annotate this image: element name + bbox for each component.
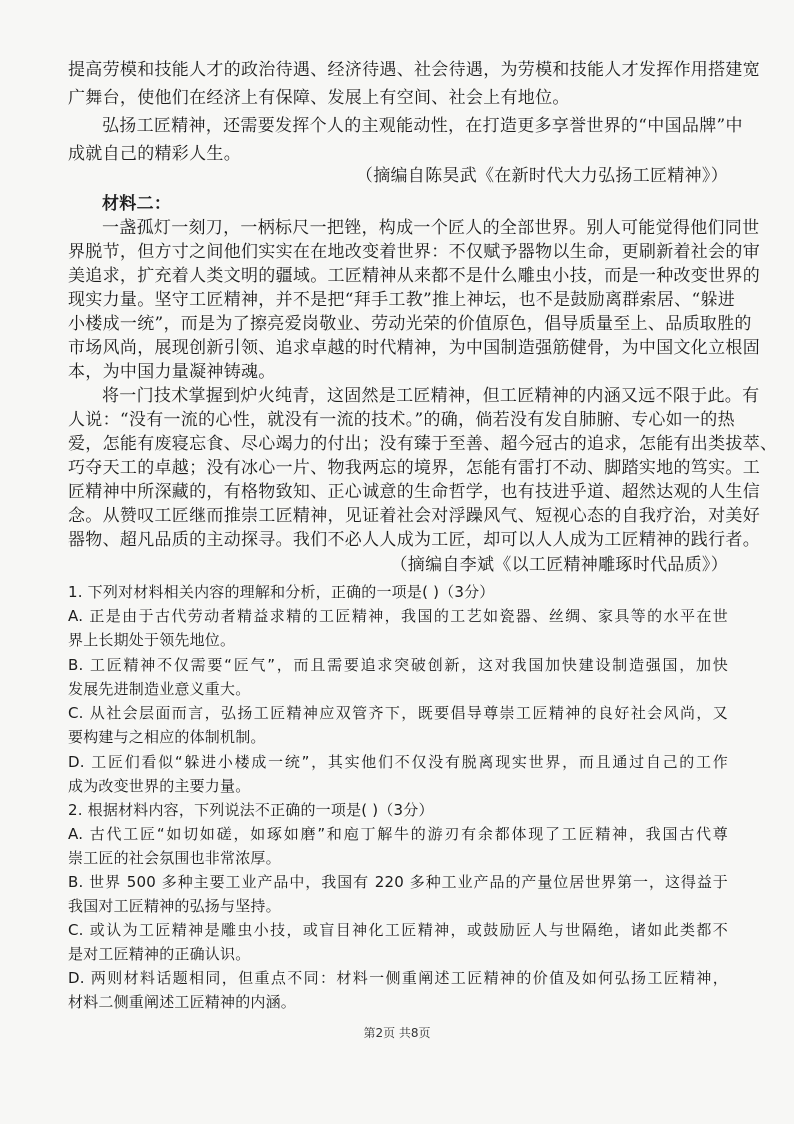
text-line: 巧夺天工的卓越；没有冰心一片、物我两忘的境界，怎能有雷打不动、脚踏实地的笃实。工 xyxy=(68,458,760,478)
text-line: 爱，怎能有废寝忘食、尽心竭力的付出；没有臻于至善、超今冠古的追求，怎能有出类拔萃、 xyxy=(68,434,778,454)
text-line: 成就自己的精彩人生。 xyxy=(68,144,241,164)
text-line: 一盏孤灯一刻刀，一柄标尺一把锉，构成一个匠人的全部世界。别人可能觉得他们同世 xyxy=(102,218,760,238)
text-line: 念。从赞叹工匠继而推崇工匠精神，见证着社会对浮躁风气、短视心态的自我疗治，对美好 xyxy=(68,506,760,526)
question-stem: 1. 下列对材料相关内容的理解和分析，正确的一项是( )（3分） xyxy=(68,583,495,601)
text-line: 美追求，扩充着人类文明的疆域。工匠精神从来都不是什么雕虫小技，而是一种改变世界的 xyxy=(68,266,760,286)
text-line: 小楼成一统”，而是为了擦亮爱岗敬业、劳动光荣的价值原色，倡导质量至上、品质取胜的 xyxy=(68,314,752,334)
source-citation: （摘编自李斌《以工匠精神雕琢时代品质》） xyxy=(390,555,728,575)
source-citation: （摘编自陈昊武《在新时代大力弘扬工匠精神》） xyxy=(355,166,728,186)
text-line: 提高劳模和技能人才的政治待遇、经济待遇、社会待遇，为劳模和技能人才发挥作用搭建宽 xyxy=(68,60,760,80)
option-b-cont: 发展先进制造业意义重大。 xyxy=(68,680,251,698)
option-a-cont: 崇工匠的社会氛围也非常浓厚。 xyxy=(68,849,281,867)
option-c-cont: 是对工匠精神的正确认识。 xyxy=(68,945,251,963)
option-b-cont: 我国对工匠精神的弘扬与坚持。 xyxy=(68,897,281,915)
option-c[interactable]: C. 从社会层面而言，弘扬工匠精神应双管齐下，既要倡导尊崇工匠精神的良好社会风尚，又 xyxy=(68,704,728,722)
page-number: 第2页 共8页 xyxy=(363,1026,431,1040)
text-line: 现实力量。坚守工匠精神，并不是把“拜手工教”推上神坛，也不是鼓励离群索居、“躲进 xyxy=(68,290,736,310)
option-a[interactable]: A. 正是由于古代劳动者精益求精的工匠精神，我国的工艺如瓷器、丝绸、家具等的水平在世 xyxy=(68,607,728,625)
text-line: 市场风尚，展现创新引领、追求卓越的时代精神，为中国制造强筋健骨，为中国文化立根固 xyxy=(68,338,760,358)
option-d-cont: 成为改变世界的主要力量。 xyxy=(68,777,251,795)
section-heading: 材料二： xyxy=(102,194,172,214)
text-line: 界脱节，但方寸之间他们实实在在地改变着世界：不仅赋予器物以生命，更刷新着社会的审 xyxy=(68,242,760,262)
text-line: 将一门技术掌握到炉火纯青，这固然是工匠精神，但工匠精神的内涵又远不限于此。有 xyxy=(102,386,760,406)
option-d[interactable]: D. 两则材料话题相同，但重点不同：材料一侧重阐述工匠精神的价值及如何弘扬工匠精神， xyxy=(68,969,728,987)
option-b[interactable]: B. 世界 500 多种主要工业产品中，我国有 220 多种工业产品的产量位居世界第一，这得益于 xyxy=(68,873,728,891)
option-c-cont: 要构建与之相应的体制机制。 xyxy=(68,728,266,746)
option-c[interactable]: C. 或认为工匠精神是雕虫小技，或盲目神化工匠精神，或鼓励匠人与世隔绝，诸如此类都不 xyxy=(68,921,728,939)
option-d[interactable]: D. 工匠们看似“躲进小楼成一统”，其实他们不仅没有脱离现实世界，而且通过自己的工作 xyxy=(68,753,728,771)
option-a-cont: 界上长期处于领先地位。 xyxy=(68,631,236,649)
option-d-cont: 材料二侧重阐述工匠精神的内涵。 xyxy=(68,993,297,1011)
text-line: 本，为中国力量凝神铸魂。 xyxy=(68,362,276,382)
question-stem: 2. 根据材料内容，下列说法不正确的一项是( )（3分） xyxy=(68,801,434,819)
text-line: 器物、超凡品质的主动探寻。我们不必人人成为工匠，却可以人人成为工匠精神的践行者。 xyxy=(68,530,760,550)
option-a[interactable]: A. 古代工匠“如切如磋，如琢如磨”和庖丁解牛的游刃有余都体现了工匠精神，我国古代尊 xyxy=(68,825,728,843)
text-line: 广舞台，使他们在经济上有保障、发展上有空间、社会上有地位。 xyxy=(68,88,570,108)
option-b[interactable]: B. 工匠精神不仅需要“匠气”，而且需要追求突破创新，这对我国加快建设制造强国，加快 xyxy=(68,656,728,674)
text-line: 人说：“没有一流的心性，就没有一流的技术。”的确，倘若没有发自肺腑、专心如一的热 xyxy=(68,410,735,430)
text-line: 弘扬工匠精神，还需要发挥个人的主观能动性，在打造更多享誉世界的“中国品牌”中 xyxy=(102,116,743,136)
text-line: 匠精神中所深藏的，有格物致知、正心诚意的生命哲学，也有技进乎道、超然达观的人生信 xyxy=(68,482,760,502)
